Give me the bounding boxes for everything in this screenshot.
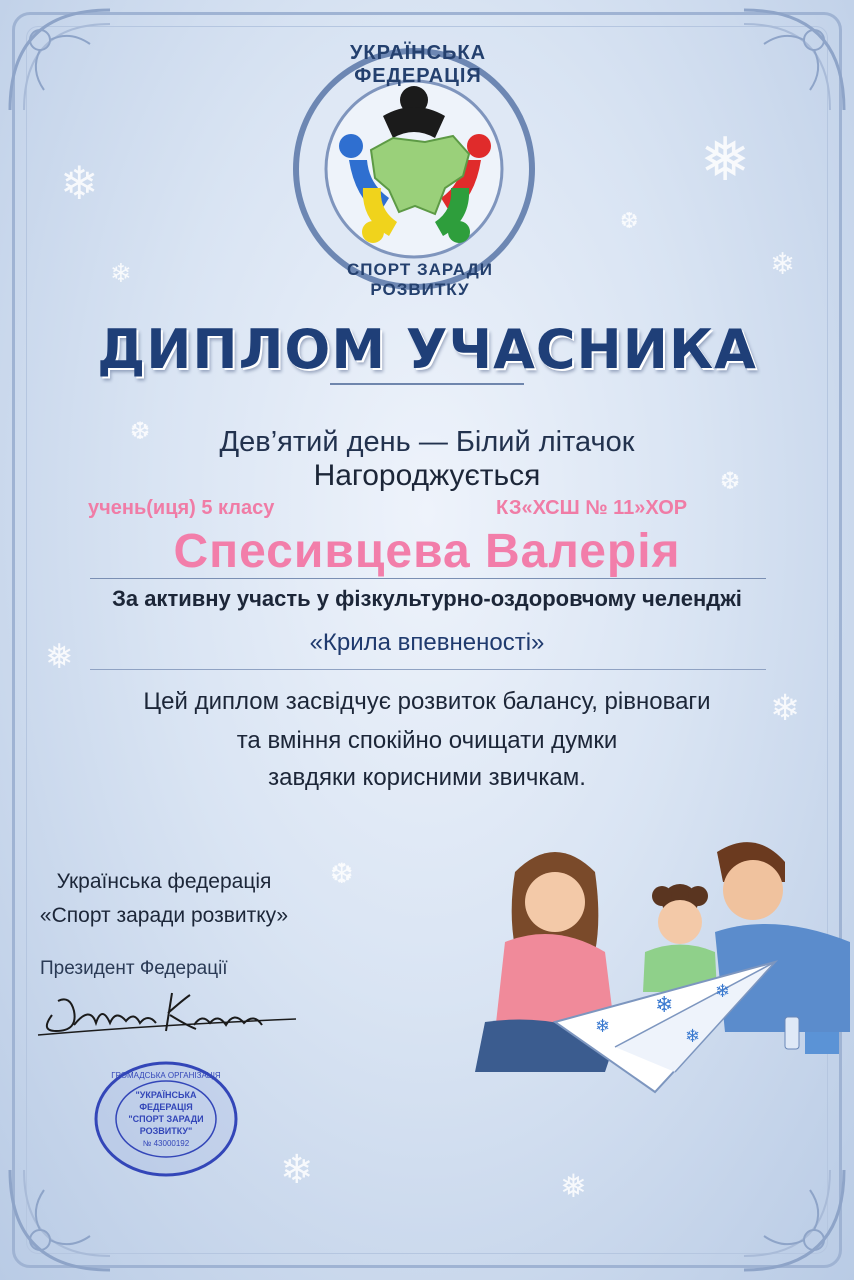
- challenge-name: «Крила впевненості»: [309, 629, 545, 656]
- title-divider: [330, 383, 524, 385]
- president-label: Президент Федерації: [40, 958, 228, 979]
- reason-line: За активну участь у фізкультурно-оздоровчому челенджі: [112, 586, 742, 611]
- diploma-title: ДИПЛОМ УЧАСНИКА: [97, 318, 757, 381]
- name-divider: [90, 578, 766, 579]
- snowflake-icon: ❆: [720, 468, 741, 495]
- official-stamp: [92, 1060, 240, 1178]
- family-paper-plane-illustration: [455, 832, 854, 1102]
- snowflake-icon: ❄: [280, 1148, 314, 1192]
- snowflake-icon: ❅: [560, 1168, 587, 1204]
- corner-ornament: [734, 1160, 854, 1280]
- award-line: Нагороджується: [313, 459, 541, 492]
- svg-text:❄: ❄: [685, 1026, 701, 1046]
- snowflake-icon: ❆: [130, 418, 151, 445]
- body-text-line: та вміння спокійно очищати думки: [236, 727, 618, 754]
- svg-text:❄: ❄: [715, 981, 731, 1001]
- recipient-name: Спесивцева Валерія: [173, 525, 681, 578]
- snowflake-icon: ❄: [110, 258, 132, 288]
- signature: [34, 985, 304, 1041]
- challenge-divider: [90, 669, 766, 670]
- snowflake-icon: ❄: [60, 157, 99, 209]
- snowflake-icon: ❆: [620, 208, 639, 233]
- class-line: учень(иця) 5 класу: [88, 497, 275, 519]
- stamp-line: № 43000192: [142, 1139, 190, 1148]
- corner-ornament: [734, 0, 854, 120]
- school-line: КЗ«ХСШ № 11»ХОР: [496, 497, 688, 519]
- snowflake-icon: ❅: [45, 638, 74, 676]
- logo-top-text: УКРАЇНСЬКА ФЕДЕРАЦІЯ: [349, 42, 487, 87]
- svg-text:❄: ❄: [595, 1016, 611, 1036]
- snowflake-icon: ❆: [330, 858, 354, 889]
- snowflake-icon: ❄: [770, 687, 801, 728]
- stamp-outer-text: ГРОМАДСЬКА ОРГАНІЗАЦІЯ: [111, 1071, 221, 1080]
- snowflake-icon: ❅: [700, 126, 751, 193]
- day-line: Дев’ятий день — Білий літачок: [219, 426, 635, 458]
- stamp-line: "СПОРТ ЗАРАДИ: [128, 1114, 204, 1124]
- svg-text:❄: ❄: [655, 992, 674, 1017]
- logo-bottom-text: СПОРТ ЗАРАДИ РОЗВИТКУ: [347, 260, 493, 299]
- stamp-line: "УКРАЇНСЬКА: [135, 1090, 197, 1100]
- org-name-line: «Спорт заради розвитку»: [39, 904, 289, 927]
- stamp-line: ФЕДЕРАЦІЯ: [139, 1102, 193, 1112]
- corner-ornament: [0, 1160, 120, 1280]
- body-text-line: Цей диплом засвідчує розвиток балансу, рівноваги: [143, 688, 711, 715]
- body-text-line: завдяки корисними звичкам.: [268, 764, 586, 791]
- org-name-line: Українська федерація: [56, 870, 272, 893]
- stamp-line: РОЗВИТКУ": [139, 1126, 193, 1136]
- snowflake-icon: ❄: [770, 248, 796, 281]
- corner-ornament: [0, 0, 120, 120]
